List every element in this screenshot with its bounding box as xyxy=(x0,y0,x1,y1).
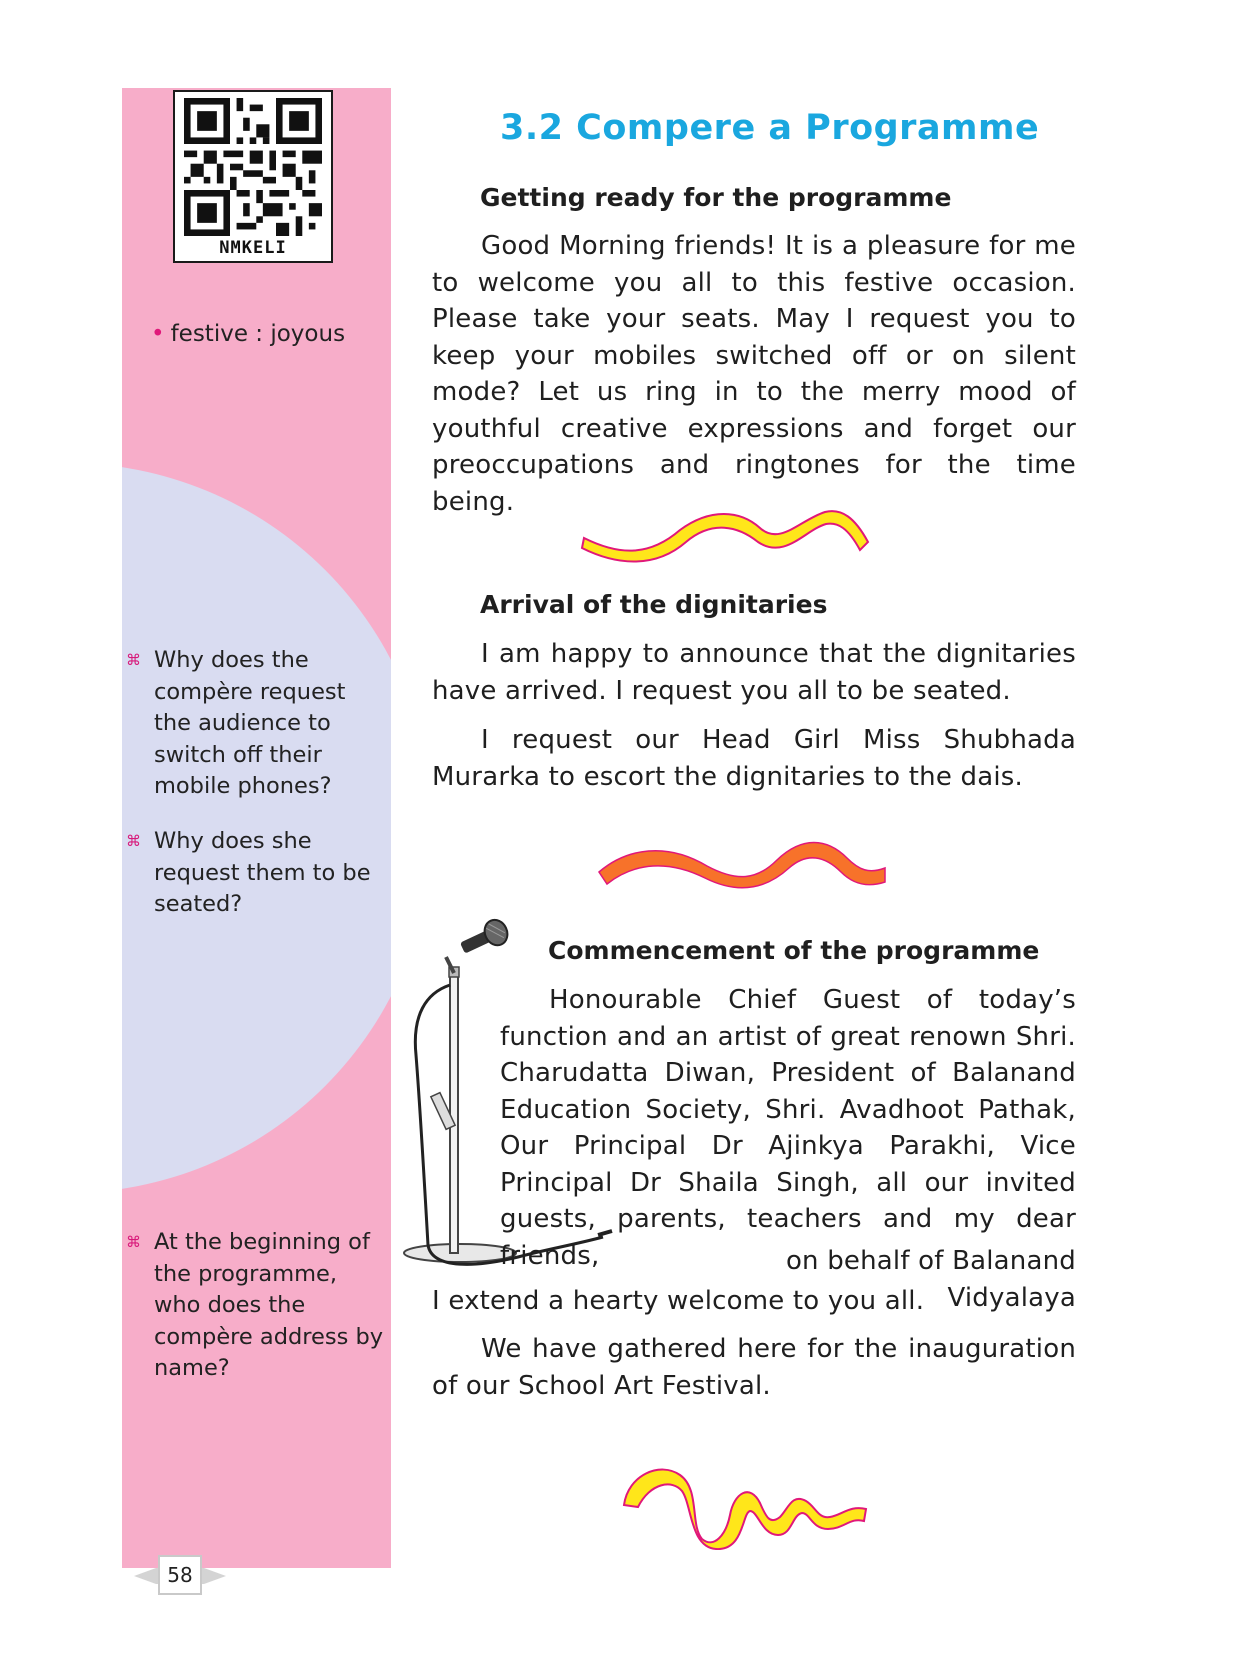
command-icon: ⌘ xyxy=(126,832,141,850)
gloss-text: festive : joyous xyxy=(170,321,346,347)
qr-code-icon xyxy=(184,98,322,236)
sidebar-question-text: Why does the compère request the audience to switch off their mobile phones? xyxy=(154,647,346,799)
sidebar-question-text: At the beginning of the programme, who does the compère address by name? xyxy=(154,1229,384,1381)
gloss-note xyxy=(151,318,345,350)
sidebar-question-3 xyxy=(126,1227,386,1385)
command-icon: ⌘ xyxy=(126,1233,141,1251)
paragraph-inauguration: We have gathered here for the inauguration of our School Art Festival. xyxy=(432,1334,1076,1401)
paragraph-extend-welcome: I extend a hearty welcome to you all. xyxy=(432,1286,925,1316)
subheading-getting-ready: Getting ready for the programme xyxy=(480,183,952,212)
yellow-curly-ribbon-icon xyxy=(620,1455,870,1550)
sidebar-question-1 xyxy=(126,645,386,803)
paragraph-honourable-guests: Honourable Chief Guest of today’s function and an artist of great renown Shri. Charudatta Diwan, President of Balanand Education Society, Shri. Avadhoot Pathak, Our Principal Dr Ajinkya Parakhi, Vice Principal Dr Shaila Singh, all our invited guests, parents, teachers and my dear friends, xyxy=(500,985,1076,1271)
sidebar-question-2 xyxy=(126,826,386,921)
qr-caption: NMKELI xyxy=(219,238,287,258)
yellow-ribbon-icon xyxy=(580,502,870,564)
bullet-icon: • xyxy=(151,321,165,347)
paragraph-welcome: Good Morning friends! It is a pleasure for me to welcome you all to this festive occasion. Please take your seats. May I request you to keep your mobiles switched off or on silent mode? Let us ring in to the merry mood of youthful creative expressions and forget our preoccupations and ringtones for the time being. xyxy=(432,231,1076,517)
subheading-commencement: Commencement of the programme xyxy=(548,936,1040,965)
sidebar-question-text: Why does she request them to be seated? xyxy=(154,828,371,917)
command-icon: ⌘ xyxy=(126,651,141,669)
paragraph-arrival: I am happy to announce that the dignitaries have arrived. I request you all to be seated. xyxy=(432,639,1076,706)
orange-ribbon-icon xyxy=(597,830,887,892)
paragraph-escort: I request our Head Girl Miss Shubhada Murarka to escort the dignitaries to the dais. xyxy=(432,725,1076,792)
section-title: 3.2 Compere a Programme xyxy=(500,108,1040,148)
qr-code[interactable] xyxy=(173,90,333,263)
page-number: 58 xyxy=(158,1555,202,1595)
sidebar xyxy=(122,88,391,1568)
subheading-arrival: Arrival of the dignitaries xyxy=(480,590,828,619)
paragraph-on-behalf: on behalf of Balanand Vidyalaya xyxy=(785,1246,1076,1313)
